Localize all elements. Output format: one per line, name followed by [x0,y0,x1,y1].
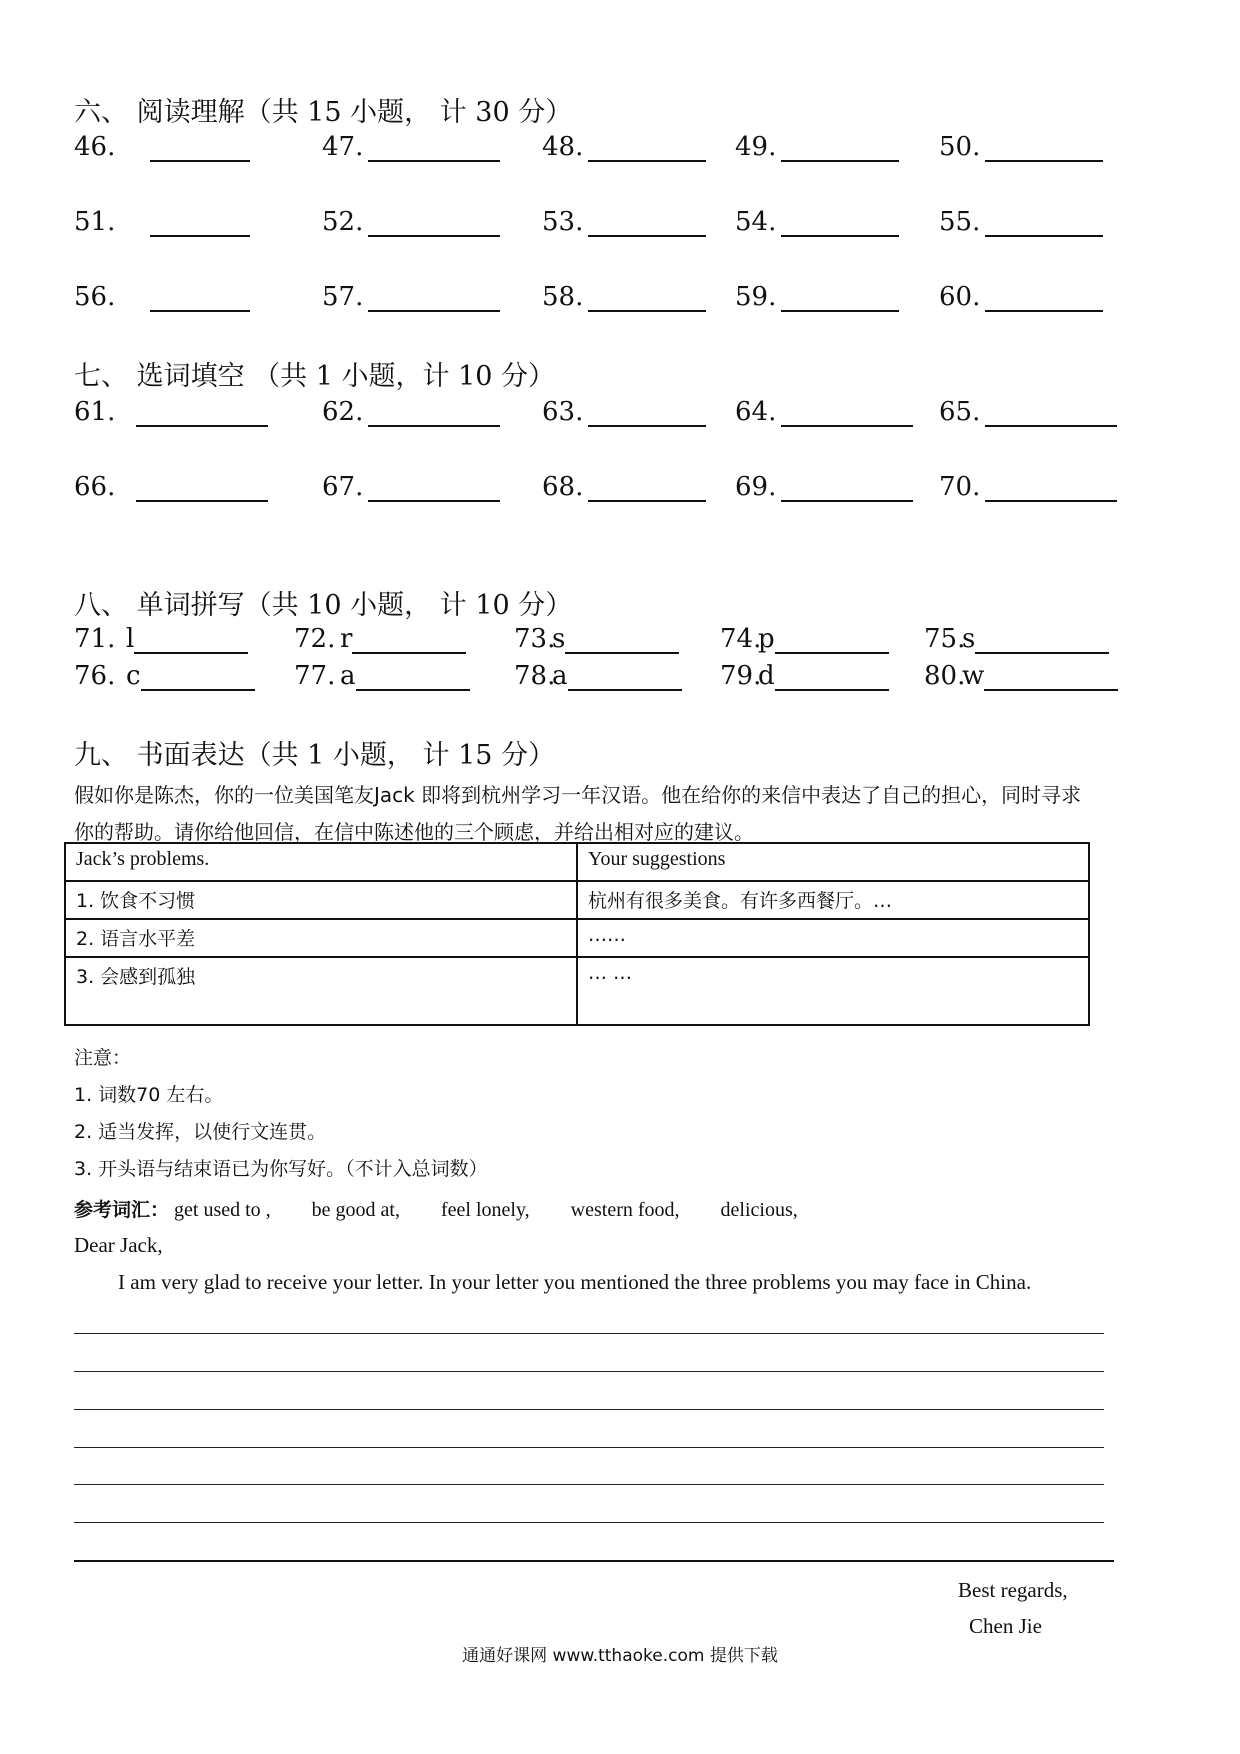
question-number: 73. [514,624,556,654]
blank-line[interactable] [588,134,706,162]
answer-blank[interactable] [322,397,500,427]
question-number: 60. [939,282,981,312]
blank-line[interactable] [136,474,268,502]
writing-line[interactable] [74,1409,1104,1410]
blank-line[interactable] [775,626,889,654]
first-letter-hint: a [552,661,568,691]
question-number: 62. [322,397,364,427]
answer-blank[interactable] [735,132,899,162]
answer-blank[interactable] [322,207,500,237]
blank-line[interactable] [985,284,1103,312]
first-letter-hint: l [126,624,135,654]
question-number: 50. [939,132,981,162]
question-number: 69. [735,472,777,502]
question-number: 66. [74,472,116,502]
question-number: 58. [542,282,584,312]
blank-line[interactable] [781,474,913,502]
table-header-suggestions: Your suggestions [577,843,1089,881]
answer-blank[interactable] [735,472,913,502]
answer-blank[interactable] [939,132,1103,162]
first-letter-hint: w [962,661,985,691]
section-7-title: 七、 选词填空 （共 1 小题，计 10 分） [74,361,556,392]
question-number: 78. [514,661,556,691]
answer-blank[interactable] [542,397,706,427]
writing-line[interactable] [74,1447,1104,1448]
blank-line[interactable] [368,284,500,312]
notes-title: 注意： [74,1047,132,1069]
blank-line[interactable] [781,399,913,427]
question-number: 48. [542,132,584,162]
answer-blank[interactable] [322,472,500,502]
blank-line[interactable] [150,134,250,162]
answer-blank[interactable] [74,207,250,237]
question-number: 80. [924,661,966,691]
blank-line[interactable] [368,399,500,427]
problem-cell: 1. 饮食不习惯 [65,881,577,919]
blank-line[interactable] [368,209,500,237]
writing-line[interactable] [74,1484,1104,1485]
letter-closing: Best regards, [958,1578,1068,1602]
blank-line[interactable] [781,134,899,162]
question-number: 54. [735,207,777,237]
suggestion-cell: … … [577,957,1089,1025]
first-letter-hint: r [340,624,353,654]
blank-line[interactable] [985,209,1103,237]
question-number: 74. [720,624,762,654]
spelling-blank[interactable] [514,624,679,654]
blank-line[interactable] [134,626,248,654]
answer-blank[interactable] [939,472,1117,502]
vocab-item: western food, [570,1199,680,1221]
question-number: 46. [74,132,116,162]
blank-line[interactable] [352,626,466,654]
question-number: 61. [74,397,116,427]
question-number: 71. [74,624,116,654]
answer-blank[interactable] [939,207,1103,237]
answer-blank[interactable] [322,132,500,162]
question-number: 67. [322,472,364,502]
blank-line[interactable] [781,209,899,237]
writing-line[interactable] [74,1371,1104,1372]
answer-blank[interactable] [939,282,1103,312]
problem-cell: 3. 会感到孤独 [65,957,577,1025]
blank-line[interactable] [985,399,1117,427]
blank-line[interactable] [975,626,1109,654]
note-item: 1. 词数70 左右。 [74,1084,224,1106]
blank-line[interactable] [150,209,250,237]
spelling-blank[interactable] [720,661,889,691]
spelling-blank[interactable] [514,661,682,691]
blank-line[interactable] [356,663,470,691]
blank-line[interactable] [775,663,889,691]
question-number: 59. [735,282,777,312]
question-number: 72. [294,624,336,654]
question-number: 55. [939,207,981,237]
answer-blank[interactable] [74,132,250,162]
suggestion-cell: 杭州有很多美食。有许多西餐厅。… [577,881,1089,919]
blank-line[interactable] [985,474,1117,502]
writing-line[interactable] [74,1522,1104,1523]
blank-line[interactable] [588,399,706,427]
vocab-item: feel lonely, [440,1199,530,1221]
answer-blank[interactable] [735,282,899,312]
question-number: 64. [735,397,777,427]
question-number: 51. [74,207,116,237]
section-9-title: 九、 书面表达（共 1 小题， 计 15 分） [74,740,556,771]
table-row [65,881,1089,919]
answer-blank[interactable] [322,282,500,312]
blank-line[interactable] [136,399,268,427]
vocab-item: get used to , [174,1199,271,1221]
answer-blank[interactable] [542,132,706,162]
letter-signature: Chen Jie [969,1614,1042,1638]
question-number: 49. [735,132,777,162]
spelling-blank[interactable] [74,624,248,654]
question-number: 76. [74,661,116,691]
question-number: 79. [720,661,762,691]
vocab-label: 参考词汇： [74,1199,170,1221]
problem-cell: 2. 语言水平差 [65,919,577,957]
answer-blank[interactable] [74,397,268,427]
section-8-title: 八、 单词拼写（共 10 小题， 计 10 分） [74,590,573,621]
answer-blank[interactable] [735,397,913,427]
question-number: 56. [74,282,116,312]
question-number: 75. [924,624,966,654]
answer-blank[interactable] [735,207,899,237]
question-number: 68. [542,472,584,502]
blank-line[interactable] [588,474,706,502]
letter-opening: I am very glad to receive your letter. In your letter you mentioned the three problems you may face in China. [118,1270,1032,1294]
answer-blank[interactable] [74,282,250,312]
blank-line[interactable] [781,284,899,312]
blank-line[interactable] [588,284,706,312]
writing-prompt-line-1: 假如你是陈杰，你的一位美国笔友Jack 即将到杭州学习一年汉语。他在给你的来信中表达了自己的担心，同时寻求 [74,783,1082,807]
spelling-blank[interactable] [924,624,1109,654]
question-number: 52. [322,207,364,237]
answer-blank[interactable] [939,397,1117,427]
first-letter-hint: p [758,624,775,654]
table-row [65,957,1089,1025]
blank-line[interactable] [984,663,1118,691]
answer-blank[interactable] [74,472,268,502]
spelling-blank[interactable] [294,661,470,691]
first-letter-hint: d [758,661,775,691]
question-number: 77. [294,661,336,691]
spelling-blank[interactable] [720,624,889,654]
question-number: 63. [542,397,584,427]
question-number: 57. [322,282,364,312]
writing-line[interactable] [74,1333,1104,1334]
question-number: 65. [939,397,981,427]
blank-line[interactable] [141,663,255,691]
table-row [65,919,1089,957]
blank-line[interactable] [368,134,500,162]
letter-salutation: Dear Jack, [74,1233,163,1257]
first-letter-hint: s [552,624,566,654]
first-letter-hint: s [962,624,976,654]
spelling-blank[interactable] [924,661,1118,691]
section-6-title: 六、 阅读理解（共 15 小题， 计 30 分） [74,97,573,128]
first-letter-hint: a [340,661,356,691]
blank-line[interactable] [150,284,250,312]
vocab-item: be good at, [311,1199,400,1221]
question-number: 47. [322,132,364,162]
reference-vocabulary [74,1195,834,1222]
suggestion-cell: …… [577,919,1089,957]
page-footer: 通通好课网 www.tthaoke.com 提供下载 [462,1646,778,1666]
table-header-problems: Jack’s problems. [65,843,577,881]
answer-blank[interactable] [542,282,706,312]
answer-blank[interactable] [542,472,706,502]
note-item: 2. 适当发挥，以使行文连贯。 [74,1121,327,1143]
blank-line[interactable] [368,474,500,502]
blank-line[interactable] [565,626,679,654]
spelling-blank[interactable] [294,624,466,654]
first-letter-hint: c [126,661,141,691]
blank-line[interactable] [568,663,682,691]
table-header-row [65,843,1089,881]
blank-line[interactable] [588,209,706,237]
vocab-item: delicious, [720,1199,798,1221]
blank-line[interactable] [985,134,1103,162]
question-number: 53. [542,207,584,237]
writing-line[interactable] [74,1560,1114,1562]
question-number: 70. [939,472,981,502]
writing-prompt-line-2: 你的帮助。请你给他回信，在信中陈述他的三个顾虑，并给出相对应的建议。 [74,820,754,844]
note-item: 3. 开头语与结束语已为你写好。（不计入总词数） [74,1158,488,1180]
answer-blank[interactable] [542,207,706,237]
problems-table [64,842,1090,1026]
spelling-blank[interactable] [74,661,255,691]
